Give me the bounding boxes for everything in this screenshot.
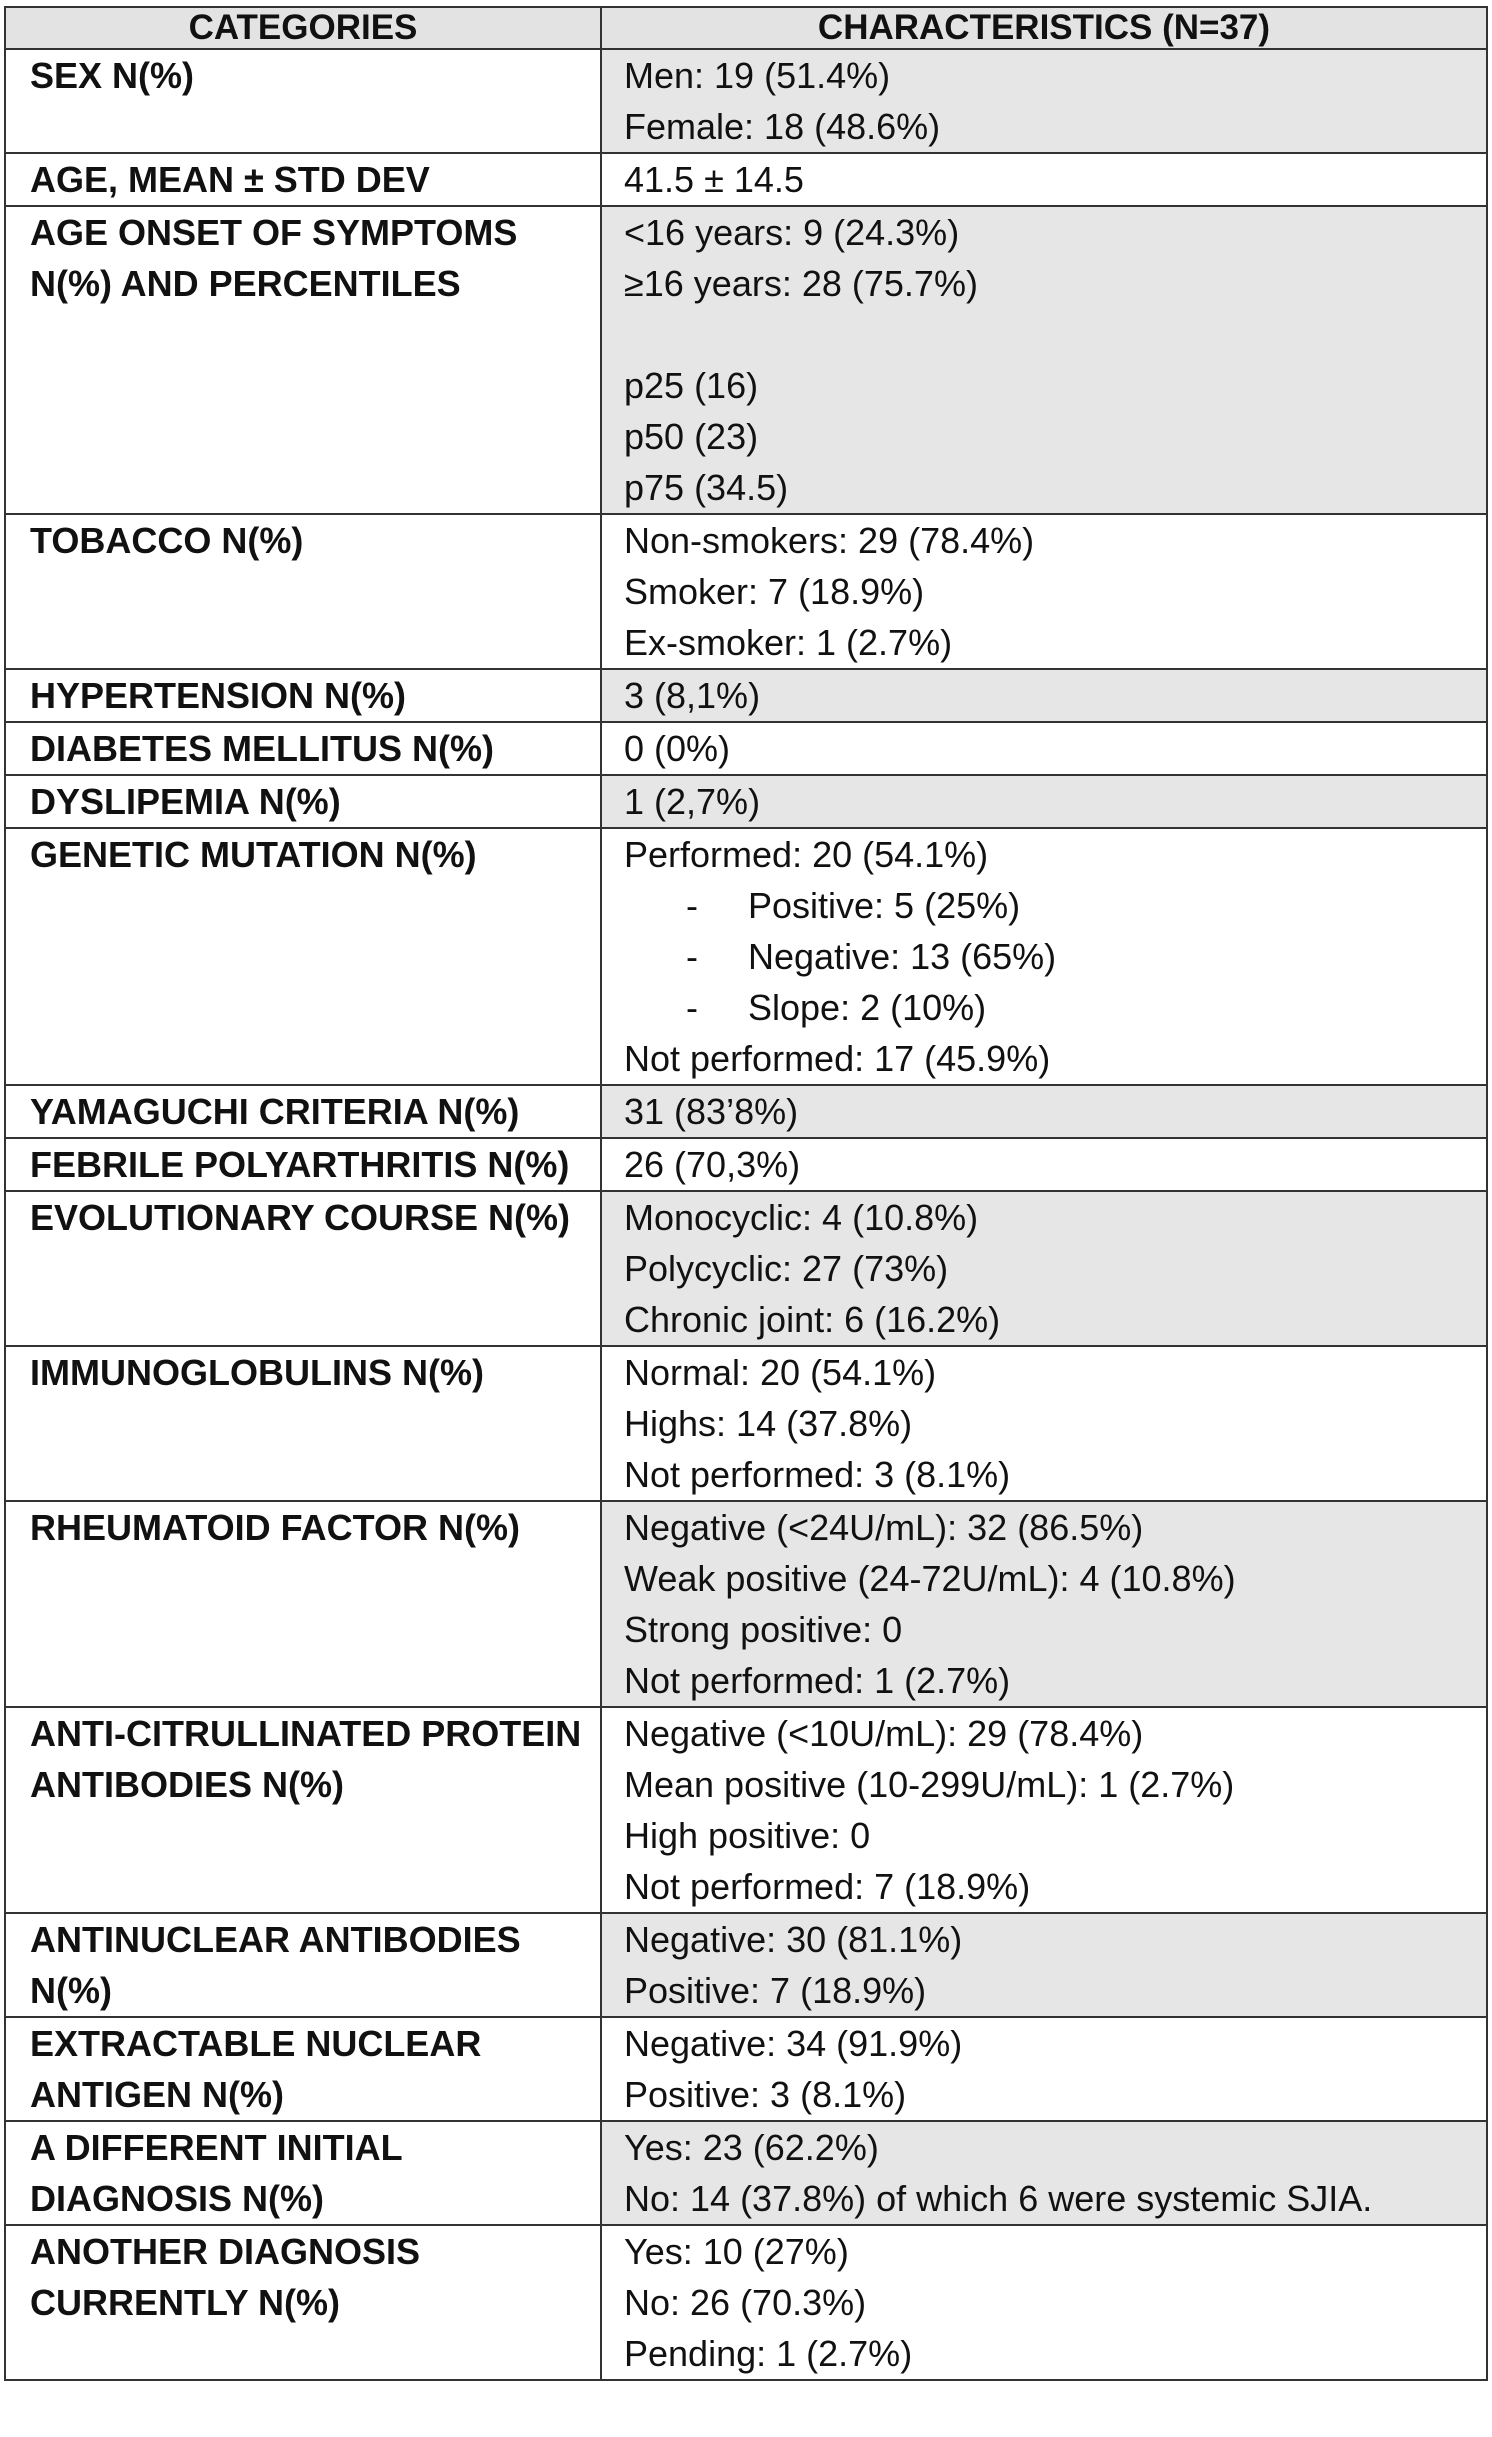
category-cell: ANTI-CITRULLINATED PROTEIN ANTIBODIES N(%) — [5, 1707, 601, 1913]
value-line: Mean positive (10-299U/mL): 1 (2.7%) — [624, 1764, 1235, 1805]
value-line: Normal: 20 (54.1%) — [624, 1352, 937, 1393]
value-line: Highs: 14 (37.8%) — [624, 1403, 913, 1444]
value-line: Positive: 3 (8.1%) — [624, 2074, 907, 2115]
category-cell: AGE, MEAN ± STD DEV — [5, 153, 601, 206]
value-line: Ex-smoker: 1 (2.7%) — [624, 622, 953, 663]
value-cell — [601, 2017, 1487, 2121]
category-cell: EVOLUTIONARY COURSE N(%) — [5, 1191, 601, 1346]
value-line: 3 (8,1%) — [624, 675, 761, 716]
value-line: 31 (83’8%) — [624, 1091, 799, 1132]
sub-list-item — [624, 982, 1474, 1033]
value-line: Not performed: 7 (18.9%) — [624, 1866, 1031, 1907]
dash-bullet: - — [686, 987, 698, 1028]
value-line: <16 years: 9 (24.3%) — [624, 212, 960, 253]
table-row — [5, 1707, 1487, 1913]
category-cell: SEX N(%) — [5, 49, 601, 153]
spacer — [624, 309, 1474, 360]
value-cell — [601, 206, 1487, 514]
table-row — [5, 1191, 1487, 1346]
value-line: Not performed: 17 (45.9%) — [624, 1038, 1051, 1079]
header-categories: CATEGORIES — [5, 7, 601, 49]
value-line: Polycyclic: 27 (73%) — [624, 1248, 949, 1289]
sub-item-text: Positive: 5 (25%) — [748, 885, 1021, 926]
value-line: 1 (2,7%) — [624, 781, 761, 822]
value-line: Strong positive: 0 — [624, 1609, 903, 1650]
value-cell — [601, 669, 1487, 722]
category-cell: AGE ONSET OF SYMPTOMS N(%) AND PERCENTILES — [5, 206, 601, 514]
value-line: Performed: 20 (54.1%) — [624, 834, 989, 875]
value-cell — [601, 2225, 1487, 2380]
value-line: Negative (<24U/mL): 32 (86.5%) — [624, 1507, 1144, 1548]
category-cell: IMMUNOGLOBULINS N(%) — [5, 1346, 601, 1501]
value-cell — [601, 1913, 1487, 2017]
characteristics-table-container — [4, 6, 1486, 2381]
category-cell: EXTRACTABLE NUCLEAR ANTIGEN N(%) — [5, 2017, 601, 2121]
value-line: Weak positive (24-72U/mL): 4 (10.8%) — [624, 1558, 1236, 1599]
value-cell — [601, 2121, 1487, 2225]
value-line: Yes: 10 (27%) — [624, 2231, 849, 2272]
table-row — [5, 514, 1487, 669]
table-row — [5, 669, 1487, 722]
value-line: Chronic joint: 6 (16.2%) — [624, 1299, 1001, 1340]
category-cell: RHEUMATOID FACTOR N(%) — [5, 1501, 601, 1707]
dash-bullet: - — [686, 936, 698, 977]
table-row — [5, 1346, 1487, 1501]
value-line: Female: 18 (48.6%) — [624, 106, 941, 147]
category-cell: DIABETES MELLITUS N(%) — [5, 722, 601, 775]
value-line: p25 (16) — [624, 365, 759, 406]
value-line: Yes: 23 (62.2%) — [624, 2127, 879, 2168]
category-cell: ANOTHER DIAGNOSIS CURRENTLY N(%) — [5, 2225, 601, 2380]
value-line: p75 (34.5) — [624, 467, 789, 508]
category-cell: FEBRILE POLYARTHRITIS N(%) — [5, 1138, 601, 1191]
sub-item-text: Negative: 13 (65%) — [748, 936, 1057, 977]
category-cell: YAMAGUCHI CRITERIA N(%) — [5, 1085, 601, 1138]
table-row — [5, 49, 1487, 153]
dash-bullet: - — [686, 885, 698, 926]
category-cell: HYPERTENSION N(%) — [5, 669, 601, 722]
value-cell — [601, 775, 1487, 828]
table-row — [5, 153, 1487, 206]
table-row — [5, 206, 1487, 514]
value-line: Pending: 1 (2.7%) — [624, 2333, 913, 2374]
sub-item-text: Slope: 2 (10%) — [748, 987, 987, 1028]
value-cell — [601, 514, 1487, 669]
value-line: Men: 19 (51.4%) — [624, 55, 891, 96]
value-line: Negative (<10U/mL): 29 (78.4%) — [624, 1713, 1144, 1754]
value-cell — [601, 1138, 1487, 1191]
table-row — [5, 1501, 1487, 1707]
value-line: Not performed: 3 (8.1%) — [624, 1454, 1011, 1495]
value-line: 41.5 ± 14.5 — [624, 159, 804, 200]
value-line: 26 (70,3%) — [624, 1144, 801, 1185]
value-line: ≥16 years: 28 (75.7%) — [624, 263, 978, 304]
category-cell: GENETIC MUTATION N(%) — [5, 828, 601, 1085]
table-row — [5, 722, 1487, 775]
characteristics-table — [4, 6, 1488, 2381]
table-header-row — [5, 7, 1487, 49]
category-cell: ANTINUCLEAR ANTIBODIES N(%) — [5, 1913, 601, 2017]
value-cell — [601, 1191, 1487, 1346]
value-line: Negative: 30 (81.1%) — [624, 1919, 963, 1960]
value-line: High positive: 0 — [624, 1815, 871, 1856]
value-cell — [601, 722, 1487, 775]
value-cell — [601, 1707, 1487, 1913]
table-row — [5, 2225, 1487, 2380]
value-cell — [601, 1346, 1487, 1501]
value-cell — [601, 828, 1487, 1085]
value-line: Negative: 34 (91.9%) — [624, 2023, 963, 2064]
category-cell: TOBACCO N(%) — [5, 514, 601, 669]
sub-list-item — [624, 880, 1474, 931]
value-line: Not performed: 1 (2.7%) — [624, 1660, 1011, 1701]
value-line: p50 (23) — [624, 416, 759, 457]
category-cell: DYSLIPEMIA N(%) — [5, 775, 601, 828]
table-row — [5, 775, 1487, 828]
value-cell — [601, 153, 1487, 206]
table-row — [5, 1913, 1487, 2017]
value-line: Positive: 7 (18.9%) — [624, 1970, 927, 2011]
value-cell — [601, 1085, 1487, 1138]
value-line: Monocyclic: 4 (10.8%) — [624, 1197, 979, 1238]
value-line: Smoker: 7 (18.9%) — [624, 571, 925, 612]
value-cell — [601, 49, 1487, 153]
sub-list-item — [624, 931, 1474, 982]
value-line: 0 (0%) — [624, 728, 731, 769]
value-cell — [601, 1501, 1487, 1707]
header-characteristics: CHARACTERISTICS (N=37) — [601, 7, 1487, 49]
table-row — [5, 1138, 1487, 1191]
table-row — [5, 2017, 1487, 2121]
value-line: No: 26 (70.3%) — [624, 2282, 867, 2323]
value-line: Non-smokers: 29 (78.4%) — [624, 520, 1035, 561]
table-row — [5, 1085, 1487, 1138]
category-cell: A DIFFERENT INITIAL DIAGNOSIS N(%) — [5, 2121, 601, 2225]
value-line: No: 14 (37.8%) of which 6 were systemic SJIA. — [624, 2178, 1373, 2219]
table-row — [5, 828, 1487, 1085]
table-row — [5, 2121, 1487, 2225]
